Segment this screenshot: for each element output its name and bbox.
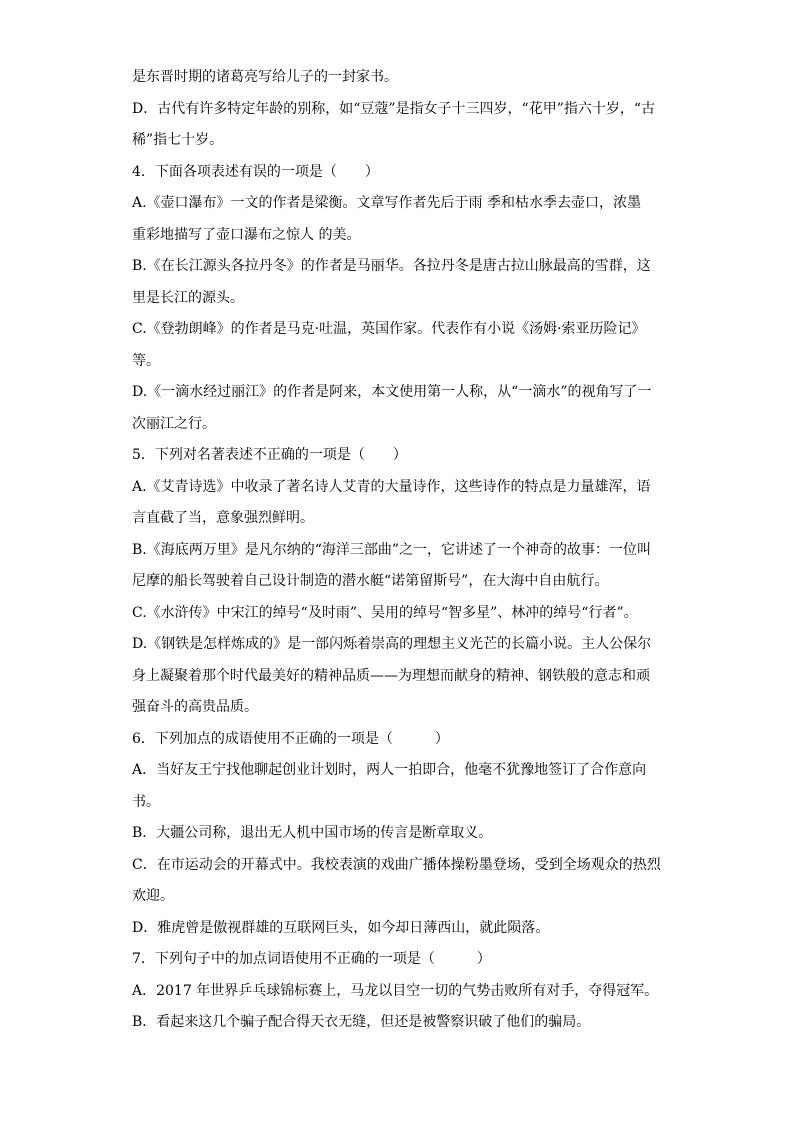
text-line: 言直截了当，意象强烈鲜明。 <box>132 510 314 526</box>
option-c-line: C.《登勃朗峰》的作者是马克·吐温，英国作家。代表作有小说《汤姆·索亚历险记》 <box>132 321 646 337</box>
option-d-line: D．雅虎曾是傲视群雄的互联网巨头，如今却日薄西山，就此陨落。 <box>132 919 550 936</box>
question-4: 4．下面各项表述有误的一项是（ ） <box>132 163 379 180</box>
text-line: 重彩地描写了壶口瀑布之惊人 的美。 <box>132 226 361 243</box>
text-line: 里是长江的源头。 <box>132 289 244 306</box>
text-line: 强奋斗的高贵品质。 <box>132 699 258 715</box>
option-b-line: B.《在长江源头各拉丹冬》的作者是马丽华。各拉丹冬是唐古拉山脉最高的雪群，这 <box>132 258 651 274</box>
option-a-line: A．2017 年世界乒乓球锦标赛上，马龙以目空一切的气势击败所有对手，夺得冠军。 <box>132 982 659 999</box>
option-a-line: A．当好友王宁找他聊起创业计划时，两人一拍即合，他毫不犹豫地签订了合作意向 <box>132 762 647 778</box>
option-b-line: B．大疆公司称，退出无人机中国市场的传言是断章取义。 <box>132 825 493 841</box>
text-line: 欢迎。 <box>132 888 174 904</box>
text-line: 尼摩的船长驾驶着自己设计制造的潜水艇“诺第留斯号”，在大海中自由航行。 <box>132 573 609 589</box>
option-d-line: D．古代有许多特定年龄的别称，如“豆蔻”是指女子十三四岁，“花甲”指六十岁，“古 <box>132 100 656 117</box>
question-5: 5．下列对名著表述不正确的一项是（ ） <box>132 447 407 463</box>
option-b-line: B．看起来这几个骗子配合得天衣无缝，但还是被警察识破了他们的骗局。 <box>132 1014 591 1030</box>
option-a-line: A.《艾青诗选》中收录了著名诗人艾青的大量诗作，这些诗作的特点是力量雄浑，语 <box>132 478 651 495</box>
option-b-line: B.《海底两万里》是凡尔纳的“海洋三部曲”之一，它讲述了一个神奇的故事：一位叫 <box>132 541 652 558</box>
text-line: 书。 <box>132 793 160 810</box>
option-a-line: A.《壶口瀑布》一文的作者是梁衡。文章写作者先后于雨 季和枯水季去壶口，浓墨 <box>132 195 642 211</box>
text-line: 等。 <box>132 352 160 369</box>
option-d-line: D.《钢铁是怎样炼成的》是一部闪烁着崇高的理想主义光芒的长篇小说。主人公保尔 <box>132 636 652 652</box>
document-body <box>132 62 662 1039</box>
text-line: 稀”指七十岁。 <box>132 132 224 148</box>
text-line: 次丽江之行。 <box>132 415 216 432</box>
text-line: 身上凝聚着那个时代最美好的精神品质——为理想而献身的精神、钢铁般的意志和顽 <box>132 667 650 684</box>
option-d-line: D.《一滴水经过丽江》的作者是阿来，本文使用第一人称，从“一滴水”的视角写了一 <box>132 384 652 400</box>
option-c-line: C．在市运动会的开幕式中。我校表演的戏曲广播体操粉墨登场，受到全场观众的热烈 <box>132 856 661 873</box>
option-c-line: C.《水浒传》中宋江的绰号“及时雨”、吴用的绰号“智多星”、林冲的绰号“行者”。 <box>132 604 638 621</box>
question-6: 6．下列加点的成语使用不正确的一项是（ ） <box>132 730 449 747</box>
text-line: 是东晋时期的诸葛亮写给儿子的一封家书。 <box>132 69 398 85</box>
question-7: 7．下列句子中的加点词语使用不正确的一项是（ ） <box>132 951 491 967</box>
